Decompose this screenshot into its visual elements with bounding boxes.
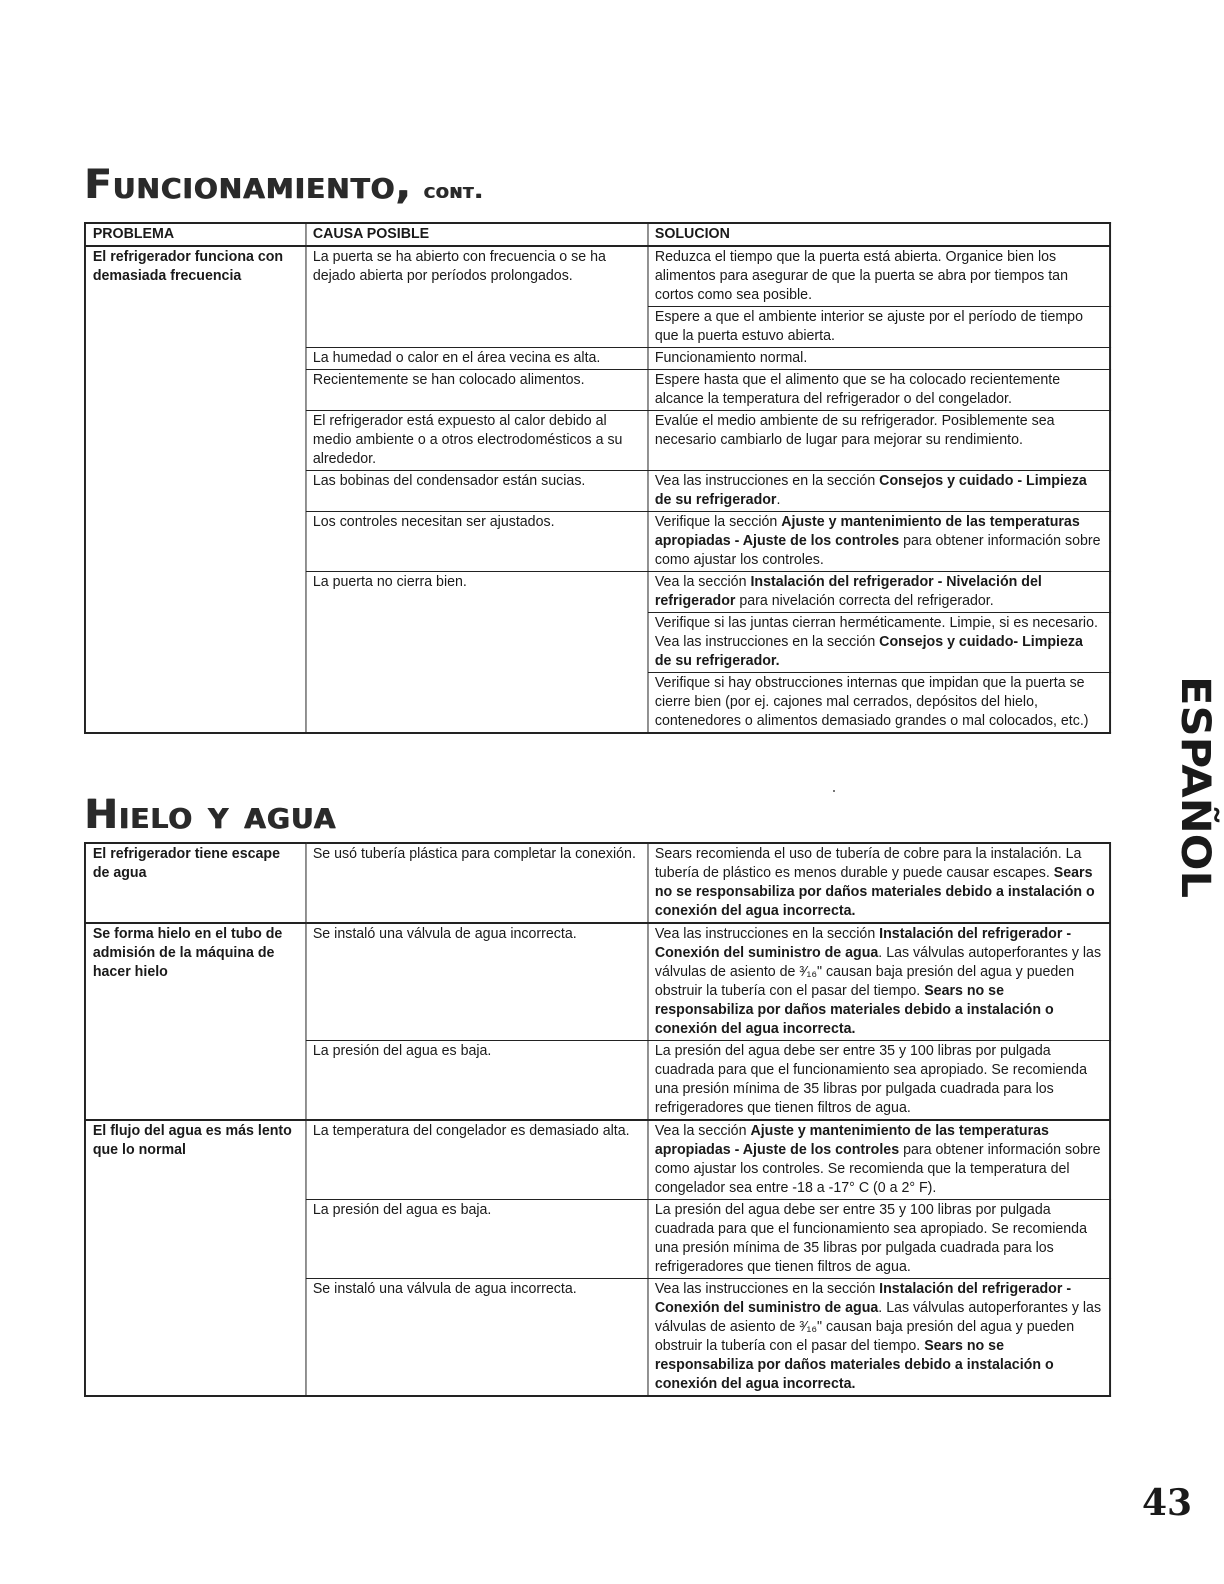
solution-cell: Espere hasta que el alimento que se ha colocado recientemente alcance la temperatura del refrigerador o del congelador. bbox=[648, 370, 1111, 411]
disclaimer-text: Sears no se responsabiliza por daños materiales debido a instalación o conexión del agua incorrecta. bbox=[654, 865, 1095, 919]
cause-cell: Se usó tubería plástica para completar la conexión. bbox=[305, 843, 647, 923]
solution-cell: Verifique si hay obstrucciones internas que impidan que la puerta se cierre bien (por ej. cajones mal cerrados, depósitos del hielo, contenedores o alimentos demasiado grandes o mal colocados, etc.) bbox=[648, 673, 1111, 734]
table-row bbox=[85, 843, 1110, 923]
side-tab-svg bbox=[1150, 672, 1218, 902]
solution-cell bbox=[648, 613, 1111, 673]
solution-text: Sears recomienda el uso de tubería de cobre para la instalación. La tubería de plástico es menos durable y puede causar escapes. bbox=[654, 846, 1082, 881]
section-reference: Ajuste y mantenimiento de las temperaturas apropiadas - Ajuste de los controles bbox=[654, 1123, 1049, 1158]
solution-text: Vea la sección bbox=[654, 574, 751, 590]
side-tab-label: ESPAÑOL bbox=[1172, 676, 1218, 882]
section-title-text: Funcionamiento, bbox=[84, 162, 412, 208]
table-row bbox=[85, 1120, 1110, 1200]
disclaimer-text: Sears no se responsabiliza por daños materiales debido a instalación o conexión del agua incorrecta. bbox=[654, 1338, 1054, 1392]
table-header-row bbox=[85, 223, 1110, 246]
solution-text: . Las válvulas autoperforantes y las válvulas de asiento de ³⁄₁₆" causan baja presión del agua y pueden obstruir la tubería con el pasar del tiempo. bbox=[654, 945, 1102, 999]
cause-cell: La temperatura del congelador es demasiado alta. bbox=[305, 1120, 647, 1200]
cause-cell: La puerta no cierra bien. bbox=[305, 572, 647, 734]
cause-cell: La puerta se ha abierto con frecuencia o se ha dejado abierta por períodos prolongados. bbox=[305, 246, 647, 348]
section-title-suffix: cont. bbox=[423, 179, 484, 204]
solution-text: para obtener información sobre como ajustar los controles. Se recomienda que la temperatura del congelador sea entre -18 a -17° C (0 a 2° F). bbox=[654, 1142, 1101, 1196]
section-reference: Ajuste y mantenimiento de las temperaturas apropiadas - Ajuste de los controles bbox=[654, 514, 1080, 549]
solution-text: Verifique si las juntas cierran herméticamente. Limpie, si es necesario. Vea las instrucciones en la sección bbox=[654, 615, 1098, 650]
header-problem: PROBLEMA bbox=[85, 223, 306, 246]
solution-cell bbox=[648, 471, 1111, 512]
section-reference: Instalación del refrigerador - Conexión del suministro de agua bbox=[654, 1281, 1072, 1316]
solution-text: . Las válvulas autoperforantes y las válvulas de asiento de ³⁄₁₆" causan baja presión del agua y pueden obstruir la tubería con el pasar del tiempo. bbox=[654, 1300, 1102, 1354]
cause-cell: Recientemente se han colocado alimentos. bbox=[305, 370, 647, 411]
section-title-text: Hielo y agua bbox=[84, 792, 336, 838]
cause-cell: Se instaló una válvula de agua incorrecta. bbox=[305, 1279, 647, 1397]
troubleshooting-table-ice-water bbox=[84, 842, 1111, 1397]
section-reference: Instalación del refrigerador - Conexión del suministro de agua bbox=[654, 926, 1072, 961]
solution-text: Vea las instrucciones en la sección bbox=[654, 473, 880, 489]
table-row bbox=[85, 246, 1110, 307]
section-reference: Instalación del refrigerador - Nivelación del refrigerador bbox=[654, 574, 1042, 609]
scan-speck bbox=[833, 790, 835, 792]
section-reference: Consejos y cuidado- Limpieza de su refrigerador. bbox=[654, 634, 1083, 669]
problem-cell: Se forma hielo en el tubo de admisión de la máquina de hacer hielo bbox=[85, 923, 306, 1120]
solution-text: para obtener información sobre como ajustar los controles. bbox=[654, 533, 1101, 568]
cause-cell: La presión del agua es baja. bbox=[305, 1200, 647, 1279]
solution-cell: Reduzca el tiempo que la puerta está abierta. Organice bien los alimentos para asegurar de que la puerta se abra por tiempos tan cortos como sea posible. bbox=[648, 246, 1111, 307]
problem-cell: El refrigerador funciona con demasiada frecuencia bbox=[85, 246, 306, 733]
section-reference: Consejos y cuidado - Limpieza de su refrigerador bbox=[654, 473, 1087, 508]
solution-text: Vea las instrucciones en la sección bbox=[654, 926, 880, 942]
solution-cell bbox=[648, 512, 1111, 572]
solution-cell bbox=[648, 843, 1111, 923]
solution-cell bbox=[648, 923, 1111, 1041]
section-title-funcionamiento bbox=[84, 162, 484, 208]
solution-text: Verifique la sección bbox=[654, 514, 782, 530]
solution-cell: La presión del agua debe ser entre 35 y 100 libras por pulgada cuadrada para que el funcionamiento sea apropiado. Se recomienda una presión mínima de 35 libras por pulgada cuadrada para los refrigeradores que tienen filtros de agua. bbox=[648, 1041, 1111, 1121]
cause-cell: El refrigerador está expuesto al calor debido al medio ambiente o a otros electrodomésticos a su alrededor. bbox=[305, 411, 647, 471]
section-title-hielo-y-agua bbox=[84, 792, 336, 838]
problem-cell: El flujo del agua es más lento que lo normal bbox=[85, 1120, 306, 1396]
solution-cell: Funcionamiento normal. bbox=[648, 348, 1111, 370]
solution-cell: La presión del agua debe ser entre 35 y 100 libras por pulgada cuadrada para que el funcionamiento sea apropiado. Se recomienda una presión mínima de 35 libras por pulgada cuadrada para los refrigeradores que tienen filtros de agua. bbox=[648, 1200, 1111, 1279]
cause-cell: Se instaló una válvula de agua incorrecta. bbox=[305, 923, 647, 1041]
solution-cell: Evalúe el medio ambiente de su refrigerador. Posiblemente sea necesario cambiarlo de lugar para mejorar su rendimiento. bbox=[648, 411, 1111, 471]
cause-cell: La presión del agua es baja. bbox=[305, 1041, 647, 1121]
language-side-tab bbox=[1150, 672, 1218, 902]
solution-text: . bbox=[776, 492, 781, 508]
troubleshooting-table-operation bbox=[84, 222, 1111, 734]
header-cause: CAUSA POSIBLE bbox=[305, 223, 647, 246]
disclaimer-text: Sears no se responsabiliza por daños materiales debido a instalación o conexión del agua incorrecta. bbox=[654, 983, 1054, 1037]
cause-cell: La humedad o calor en el área vecina es alta. bbox=[305, 348, 647, 370]
solution-text: Vea la sección bbox=[654, 1123, 751, 1139]
table-row bbox=[85, 923, 1110, 1041]
header-solution: SOLUCION bbox=[648, 223, 1111, 246]
cause-cell: Las bobinas del condensador están sucias. bbox=[305, 471, 647, 512]
solution-cell bbox=[648, 1279, 1111, 1397]
solution-cell: Espere a que el ambiente interior se ajuste por el período de tiempo que la puerta estuvo abierta. bbox=[648, 307, 1111, 348]
solution-cell bbox=[648, 1120, 1111, 1200]
page-number: 43 bbox=[1142, 1482, 1193, 1524]
solution-cell bbox=[648, 572, 1111, 613]
problem-cell: El refrigerador tiene escape de agua bbox=[85, 843, 306, 923]
cause-cell: Los controles necesitan ser ajustados. bbox=[305, 512, 647, 572]
solution-text: Vea las instrucciones en la sección bbox=[654, 1281, 880, 1297]
solution-text: para nivelación correcta del refrigerador. bbox=[735, 593, 994, 609]
